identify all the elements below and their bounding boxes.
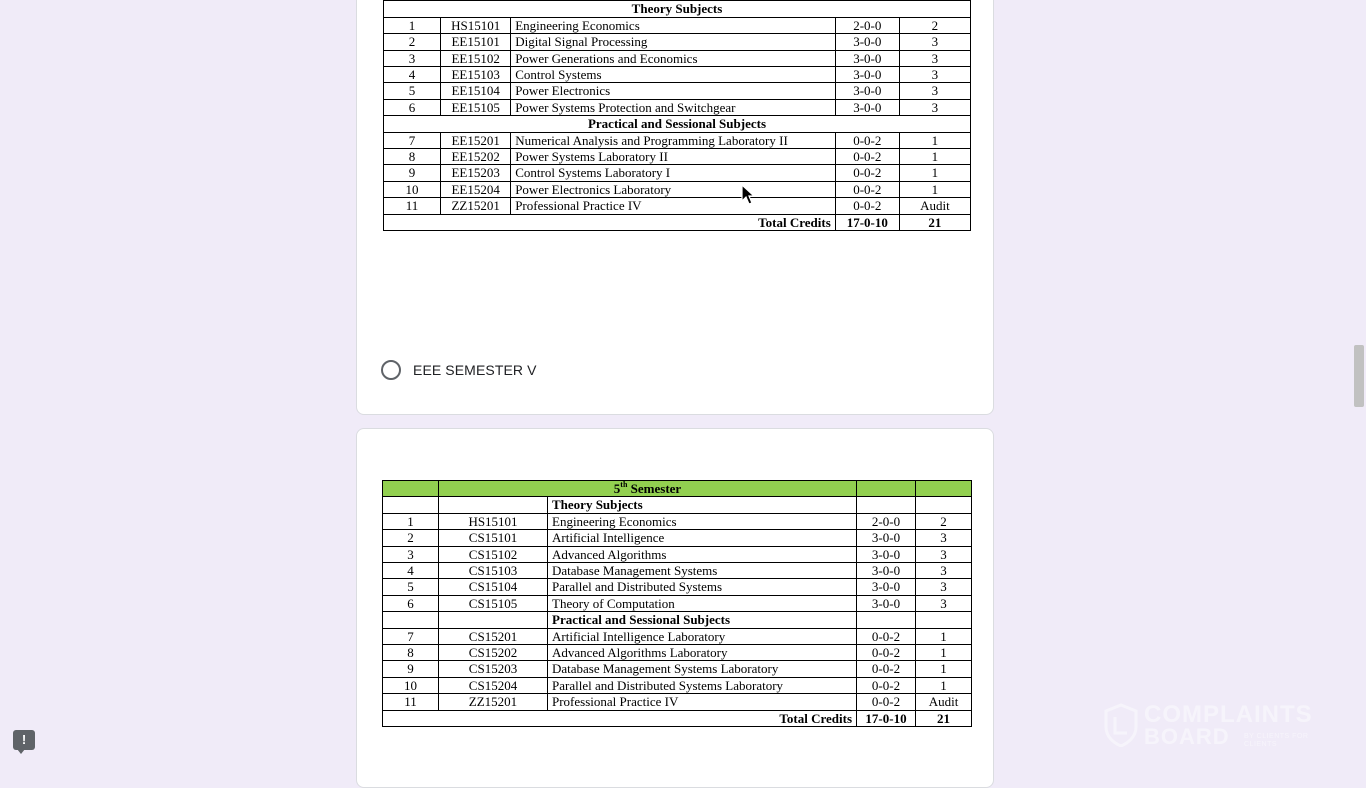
subject-row [384,149,971,165]
credits: 1 [899,181,970,197]
course-code: HS15101 [441,17,511,33]
total-credits-label: Total Credits [383,710,857,726]
course-code: EE15201 [441,132,511,148]
serial-number: 2 [384,34,441,50]
section-title-row [383,612,972,628]
course-code: ZZ15201 [441,198,511,214]
serial-number: 8 [384,149,441,165]
course-name: Control Systems [511,67,836,83]
subject-row [384,17,971,33]
mouse-cursor-icon [741,184,755,211]
header-blank-cell [916,481,972,497]
course-code: CS15104 [439,579,548,595]
semester-header-row [383,481,972,497]
watermark-line2: BOARD [1144,724,1230,749]
ltp-hours: 3-0-0 [857,546,916,562]
total-ltp: 17-0-10 [857,710,916,726]
course-name: Power Electronics Laboratory [511,181,836,197]
total-credits-value: 21 [916,710,972,726]
radio-option-label: EEE SEMESTER V [413,362,537,378]
credits: 3 [899,34,970,50]
credits: 1 [916,677,972,693]
ltp-hours: 3-0-0 [857,595,916,611]
credits: 3 [899,50,970,66]
question-card-2 [356,428,994,788]
semester-ordinal-suffix: th [620,480,628,489]
course-code: CS15201 [439,628,548,644]
course-name: Advanced Algorithms [548,546,857,562]
section-title: Practical and Sessional Subjects [384,116,971,132]
course-code: EE15204 [441,181,511,197]
subject-row [383,546,972,562]
ltp-hours: 0-0-2 [835,132,899,148]
ltp-hours: 0-0-2 [835,165,899,181]
section-title-row [384,1,971,17]
serial-number: 1 [384,17,441,33]
blank-cell [857,612,916,628]
course-code: HS15101 [439,513,548,529]
course-name: Professional Practice IV [548,694,857,710]
radio-option-eee-semester-v[interactable] [381,360,537,380]
blank-cell [916,497,972,513]
course-name: Database Management Systems Laboratory [548,661,857,677]
course-code: EE15101 [441,34,511,50]
serial-number: 10 [384,181,441,197]
blank-cell [439,497,548,513]
course-name: Theory of Computation [548,595,857,611]
course-code: CS15202 [439,645,548,661]
subject-row [383,645,972,661]
subject-row [384,83,971,99]
serial-number: 4 [384,67,441,83]
total-credits-label: Total Credits [384,214,836,230]
course-name: Advanced Algorithms Laboratory [548,645,857,661]
section-title: Theory Subjects [384,1,971,17]
course-code: EE15105 [441,99,511,115]
credits: 1 [899,149,970,165]
ltp-hours: 2-0-0 [857,513,916,529]
course-code: EE15103 [441,67,511,83]
course-code: CS15105 [439,595,548,611]
ltp-hours: 3-0-0 [835,34,899,50]
blank-cell [916,612,972,628]
serial-number: 2 [383,530,439,546]
course-name: Engineering Economics [511,17,836,33]
ltp-hours: 3-0-0 [835,67,899,83]
blank-cell [383,497,439,513]
credits: 3 [899,67,970,83]
course-name: Numerical Analysis and Programming Laboratory II [511,132,836,148]
section-title-row [383,497,972,513]
subject-row [383,661,972,677]
header-blank-cell [857,481,916,497]
serial-number: 11 [384,198,441,214]
serial-number: 11 [383,694,439,710]
subject-row [383,595,972,611]
shield-logo-icon [1104,703,1138,747]
ltp-hours: 0-0-2 [835,198,899,214]
subject-row [384,50,971,66]
credits: 3 [899,99,970,115]
serial-number: 4 [383,563,439,579]
ltp-hours: 3-0-0 [857,530,916,546]
watermark-tagline: BY CLIENTS FOR CLIENTS [1244,733,1309,748]
subject-row [383,628,972,644]
semester-ordinal: 5 [613,481,621,496]
credits: 1 [916,661,972,677]
total-ltp: 17-0-10 [835,214,899,230]
serial-number: 1 [383,513,439,529]
watermark-line1: COMPLAINTS [1144,701,1313,728]
credits: Audit [916,694,972,710]
subject-row [384,67,971,83]
ltp-hours: 0-0-2 [857,694,916,710]
credits: 3 [916,563,972,579]
serial-number: 6 [384,99,441,115]
section-title: Practical and Sessional Subjects [548,612,857,628]
credits: 1 [899,165,970,181]
course-name: Control Systems Laboratory I [511,165,836,181]
serial-number: 9 [384,165,441,181]
subject-row [383,530,972,546]
ltp-hours: 0-0-2 [857,661,916,677]
semester-title [439,481,857,497]
serial-number: 7 [384,132,441,148]
feedback-icon[interactable]: ! [13,730,35,750]
subject-row [384,132,971,148]
subject-row [384,34,971,50]
course-name: Power Electronics [511,83,836,99]
semester-table-ee [383,0,971,231]
semester-word: Semester [630,481,682,496]
credits: 3 [916,546,972,562]
course-name: Power Systems Protection and Switchgear [511,99,836,115]
serial-number: 5 [384,83,441,99]
blank-cell [857,497,916,513]
subject-row [383,677,972,693]
course-name: Engineering Economics [548,513,857,529]
course-name: Parallel and Distributed Systems [548,579,857,595]
subject-row [384,165,971,181]
course-code: CS15101 [439,530,548,546]
course-name: Artificial Intelligence Laboratory [548,628,857,644]
course-name: Artificial Intelligence [548,530,857,546]
credits: 1 [916,628,972,644]
subject-row [383,694,972,710]
subject-row [384,181,971,197]
ltp-hours: 3-0-0 [835,50,899,66]
ltp-hours: 2-0-0 [835,17,899,33]
credits: 3 [899,83,970,99]
credits: 1 [916,645,972,661]
course-name: Digital Signal Processing [511,34,836,50]
total-credits-value: 21 [899,214,970,230]
course-code: CS15103 [439,563,548,579]
serial-number: 3 [383,546,439,562]
section-title-row [384,116,971,132]
serial-number: 7 [383,628,439,644]
course-name: Professional Practice IV [511,198,836,214]
blank-cell [439,612,548,628]
total-row [383,710,972,726]
credits: 2 [916,513,972,529]
course-name: Power Systems Laboratory II [511,149,836,165]
serial-number: 5 [383,579,439,595]
header-blank-cell [383,481,439,497]
radio-button[interactable] [381,360,401,380]
page-scrollbar[interactable] [1352,0,1366,768]
ltp-hours: 3-0-0 [857,563,916,579]
section-title: Theory Subjects [548,497,857,513]
subject-row [384,198,971,214]
credits: 1 [899,132,970,148]
complaints-board-watermark [1104,703,1319,751]
course-name: Database Management Systems [548,563,857,579]
scrollbar-thumb[interactable] [1354,345,1364,407]
serial-number: 3 [384,50,441,66]
ltp-hours: 3-0-0 [835,83,899,99]
credits: 2 [899,17,970,33]
subject-row [384,99,971,115]
course-name: Parallel and Distributed Systems Laboratory [548,677,857,693]
subject-row [383,579,972,595]
ltp-hours: 3-0-0 [857,579,916,595]
course-code: CS15203 [439,661,548,677]
ltp-hours: 0-0-2 [835,181,899,197]
credits: 3 [916,579,972,595]
ltp-hours: 0-0-2 [835,149,899,165]
course-code: ZZ15201 [439,694,548,710]
subject-row [383,513,972,529]
course-code: EE15104 [441,83,511,99]
credits: 3 [916,595,972,611]
course-code: EE15203 [441,165,511,181]
ltp-hours: 0-0-2 [857,628,916,644]
subject-row [383,563,972,579]
credits: Audit [899,198,970,214]
course-code: EE15202 [441,149,511,165]
course-name: Power Generations and Economics [511,50,836,66]
total-row [384,214,971,230]
question-card-1 [356,0,994,415]
serial-number: 9 [383,661,439,677]
ltp-hours: 0-0-2 [857,677,916,693]
course-code: CS15102 [439,546,548,562]
course-code: CS15204 [439,677,548,693]
course-code: EE15102 [441,50,511,66]
serial-number: 10 [383,677,439,693]
ltp-hours: 0-0-2 [857,645,916,661]
credits: 3 [916,530,972,546]
blank-cell [383,612,439,628]
serial-number: 8 [383,645,439,661]
serial-number: 6 [383,595,439,611]
ltp-hours: 3-0-0 [835,99,899,115]
semester-table-cs [382,480,972,727]
